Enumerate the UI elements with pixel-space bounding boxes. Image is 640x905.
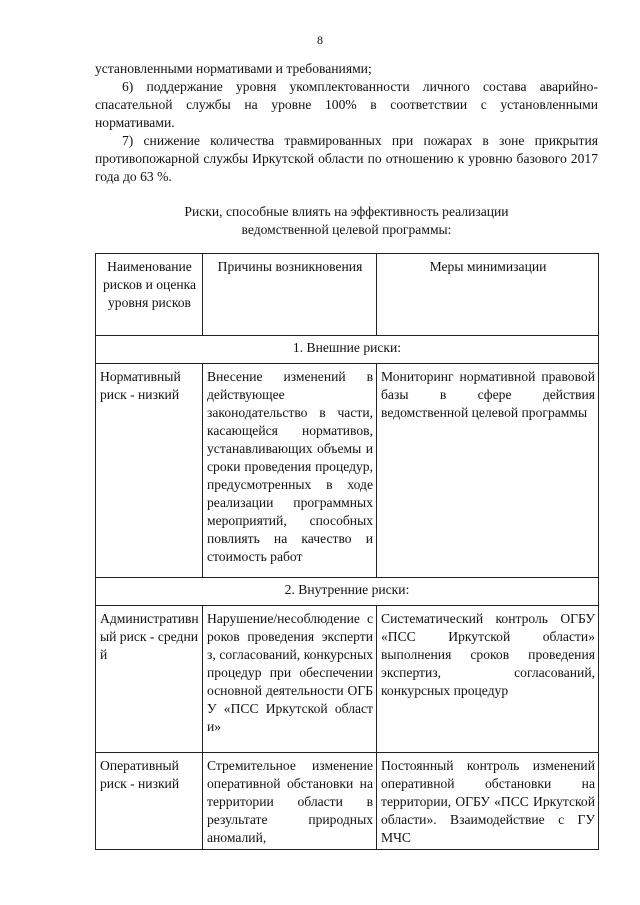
risk-name-cell: Оперативный риск - низкий	[96, 753, 203, 850]
intro-paragraph: 6) поддержание уровня укомплектованности личного состава аварийно-спасательной службы на уровне 100% в соответствии с установленными нормативами.	[95, 79, 598, 130]
table-header-row	[96, 254, 599, 336]
intro-text	[95, 60, 598, 186]
risk-table	[95, 253, 599, 850]
risk-name-cell: Административный риск - средний	[96, 606, 203, 753]
causes-cell: Внесение изменений в действующее законодательство в части, касающейся нормативов, устанавливающих объемы и сроки проведения процедур, предусмотренных в ходе реализации программных мероприятий, способных повлиять на качество и стоимость работ	[203, 364, 377, 578]
intro-paragraph: 7) снижение количества травмированных при пожарах в зоне прикрытия противопожарной службы Иркутской области по отношению к уровню базового 2017 года до 63 %.	[95, 133, 598, 184]
section-title: 2. Внутренние риски:	[96, 578, 599, 606]
intro-paragraph: установленными нормативами и требованиями;	[95, 61, 372, 76]
header-causes: Причины возникновения	[203, 254, 377, 336]
header-measures: Меры минимизации	[377, 254, 599, 336]
risk-name-cell: Нормативный риск - низкий	[96, 364, 203, 578]
section-row	[96, 336, 599, 364]
page-number: 8	[317, 33, 323, 47]
header-risk-name: Наименование рисков и оценка уровня рисков	[96, 254, 203, 336]
table-title-line: ведомственной целевой программы:	[241, 222, 452, 237]
measures-cell: Систематический контроль ОГБУ «ПСС Иркутской области» выполнения сроков проведения экспертиз, согласований, конкурсных процедур	[377, 606, 599, 753]
measures-cell: Мониторинг нормативной правовой базы в сфере действия ведомственной целевой программы	[377, 364, 599, 578]
table-title-line: Риски, способные влиять на эффективность реализации	[184, 204, 509, 219]
table-row	[96, 606, 599, 753]
table-title	[95, 203, 598, 239]
table-row	[96, 753, 599, 850]
measures-cell: Постоянный контроль изменений оперативной обстановки на территории, ОГБУ «ПСС Иркутской области». Взаимодействие с ГУ МЧС	[377, 753, 599, 850]
section-title: 1. Внешние риски:	[96, 336, 599, 364]
section-row	[96, 578, 599, 606]
causes-cell: Стремительное изменение оперативной обстановки на территории области в результате природных аномалий,	[203, 753, 377, 850]
causes-cell: Нарушение/несоблюдение сроков проведения экспертиз, согласований, конкурсных процедур при обеспечении основной деятельности ОГБУ «ПСС Иркутской области»	[203, 606, 377, 753]
table-row	[96, 364, 599, 578]
